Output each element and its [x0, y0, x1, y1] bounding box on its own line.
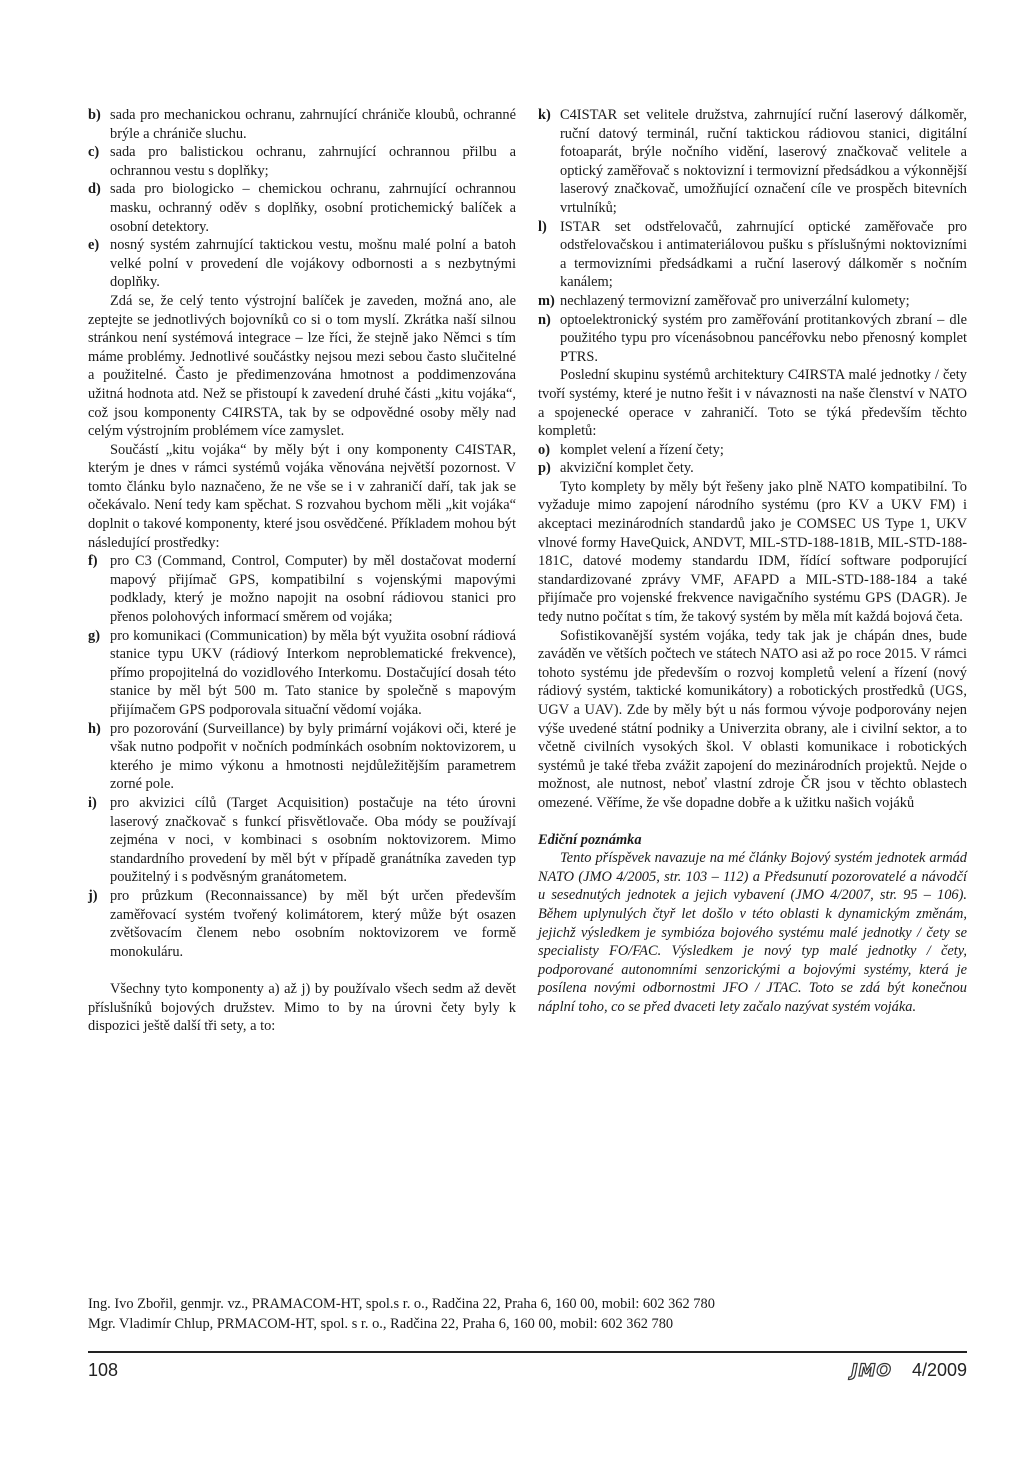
list-item: g) pro komunikaci (Communication) by měla být využita osobní rádiová stanice typu UKV (rádiový Interkom neproblematické frekvence), přímo propojitelná do vozidlového Interkomu. Dostačující dosah této stanice by měl být 500 m. Tato stanice by společně s mapovým přijímačem GPS podporovala situační vědomí vojáka. — [88, 627, 516, 718]
left-column — [88, 106, 516, 1036]
list-item: o) komplet velení a řízení čety; — [538, 441, 724, 458]
list-item: d) sada pro biologicko – chemickou ochranu, zahrnující ochrannou masku, ochranný oděv s doplňky, osobní protichemický balíček a osobní detektory. — [88, 181, 516, 235]
list-item: f) pro C3 (Command, Control, Computer) by měl dostačovat moderní mapový přijímač GPS, kompatibilní s vojenskými mapovými podklady, který je možno napojit na osobní rádiovou stanici pro přenos polohových informací směrem od vojáka; — [88, 553, 516, 626]
paragraph: Sofistikovanější systém vojáka, tedy tak jak je chápán dnes, bude zaváděn ve větších počtech ve státech NATO asi až po roce 2015. V rámci tohoto systému jde především o rozvoj kompletů velení a řízení (nový rádiový systém, taktické komunikátory) a robotických prostředků (UGS, UGV a UAV). Zde by měly být u nás formou vývoje podporovány nejen výše uvedené státní podniky a Univerzita obrany, ale i civilní sektor, a to včetně civilních vysokých škol. V oblasti komunikace i robotických systémů je také třeba zvážit zapojení do mezinárodních projektů. Nejde o možnost, ale nutnost, neboť vlastní zdroje ČR jsou v těchto oblastech omezené. Věříme, že vše dopadne dobře a k užitku našich vojáků — [538, 627, 967, 811]
paragraph: Tyto komplety by měly být řešeny jako plně NATO kompatibilní. To vyžaduje mimo zapojení národního systému (pro KV a UKV FM) i akceptaci mezinárodních standardů jako je COMSEC US Type 1, UKV vlnové formy HaveQuick, ANDVT, MIL-STD-188-181B, MIL-STD-188-181C, datové modemy standardu IDM, řídící software podporující standardizované zprávy VMF, AFAPD a MIL-STD-188-184 a také přijímače pro vojenské frekvence navigačního systému GPS (DAGR). Je tedy nutno počítat s tím, že takový systém by měla mít každá bojová četa. — [538, 478, 967, 626]
list-item: m) nechlazený termovizní zaměřovač pro univerzální kulomety; — [538, 292, 910, 309]
paragraph: Všechny tyto komponenty a) až j) by používalo všech sedm až devět příslušníků bojových družstev. Mimo to by na úrovni čety byly k dispozici ještě další tři sety, a to: — [88, 980, 516, 1035]
page-footer — [88, 1360, 967, 1390]
list-f-j — [88, 552, 516, 961]
jmo-logo: JMO — [851, 1360, 892, 1381]
editorial-note-text: Tento příspěvek navazuje na mé články Bojový systém jednotek armád NATO (JMO 4/2005, str. 103 – 112) a Předsunutí pozorovatelé a návodčí u sesednutých jednotek a jejich vybavení (JMO 4/2007, str. 95 – 106). Během uplynulých čtyř let došlo v této oblasti k dynamickým změnám, jejichž výsledkem je symbióza bojového systému malé jednotky / čety se specialisty FO/FAC. Výsledkem je nový typ malé jednotky / čety, podporované autonomními senzorickými a bojovými systémy, která je posílena novými odbornostmi JFO / JTAC. Toto se zdá být konečnou náplní toho, co se před dvaceti lety začalo nazývat systém vojáka. — [538, 850, 967, 1015]
list-b-e — [88, 106, 516, 292]
list-item: c) sada pro balistickou ochranu, zahrnující ochrannou přilbu a ochrannou vestu s doplňky; — [88, 144, 516, 179]
page-number: 108 — [88, 1360, 119, 1380]
list-item: e) nosný systém zahrnující taktickou vestu, mošnu malé polní a batoh velké polní v provedení dle vojákovy odbornosti a s nezbytnými doplňky. — [88, 237, 516, 291]
issue-number: 4/2009 — [911, 1360, 967, 1380]
paragraph: Součástí „kitu vojáka“ by měly být i ony komponenty C4ISTAR, kterým je dnes v rámci systémů vojáka věnována největší pozornost. V tomto článku bylo naznačeno, že ne vše se i v zahraničí daří, tak jak se očekávalo. Není tedy kam spěchat. S rozvahou bychom měli „kit vojáka“ doplnit o takové komponenty, které jsou osvědčené. Příkladem mohou být následující prostředky: — [88, 441, 516, 551]
editorial-note-heading: Ediční poznámka — [538, 831, 642, 848]
list-item: j) pro průzkum (Reconnaissance) by měl být určen především zaměřovací systém tvořený kolimátorem, který může být osazen zvětšovacím členem nebo osobním noktovizorem ve formě monokuláru. — [88, 887, 516, 960]
author-info — [88, 1294, 715, 1334]
paragraph: Zdá se, že celý tento výstrojní balíček je zaveden, možná ano, ale zeptejte se jednotlivých bojovníků co si o tom myslí. Zkrátka naší silnou stránkou není systémová integrace – lze říci, že stejně jako Němci s tím máme problémy. Jednotlivé součástky nejsou mezi sebou často slučitelné a použitelné. Často je předimenzována hmotnost a poddimenzována užitná hodnota atd. Než se přistoupí k zavedení druhé části „kitu vojáka“, což jsou komponenty C4IRSTA, tak by se odpovědné osoby měly nad celým výstrojním problémem více zamyslet. — [88, 292, 516, 440]
list-o-p — [538, 441, 967, 478]
right-column — [538, 106, 967, 1017]
footer-right — [851, 1360, 967, 1381]
list-item: n) optoelektronický systém pro zaměřování protitankových zbraní – dle použitého typu pro vícenásobnou pancéřovku nebo přenosný komplet PTRS. — [538, 311, 967, 365]
author-line: Mgr. Vladimír Chlup, PRMACOM-HT, spol. s r. o., Radčina 22, Praha 6, 160 00, mobil: 602 362 780 — [88, 1316, 674, 1332]
list-item: b) sada pro mechanickou ochranu, zahrnující chrániče kloubů, ochranné brýle a chrániče sluchu. — [88, 107, 516, 142]
list-item: p) akviziční komplet čety. — [538, 460, 694, 477]
list-k-n — [538, 106, 967, 366]
list-item: l) ISTAR set odstřelovačů, zahrnující optické zaměřovače pro odstřelovačskou i antimateriálovou pušku s příslušnými noktovizními a termovizními předsádkami a ruční laserový dálkoměr s nočním kanálem; — [538, 218, 967, 291]
author-line: Ing. Ivo Zbořil, genmjr. vz., PRAMACOM-HT, spol.s r. o., Radčina 22, Praha 6, 160 00, mobil: 602 362 780 — [88, 1296, 715, 1312]
footer-divider — [88, 1351, 967, 1353]
paragraph: Poslední skupinu systémů architektury C4IRSTA malé jednotky / čety tvoří systémy, které je nutno řešit i v návaznosti na naše členství v NATO a spojenecké operace v zahraničí. Toto se týká především těchto kompletů: — [538, 367, 967, 440]
list-item: i) pro akvizici cílů (Target Acquisition) postačuje na této úrovni laserový značkovač s funkcí přisvětlovače. Oba módy se používají zejména v noci, v kombinaci s osobním noktovizorem. Mimo standardního provedení by měl být v případě granátníka zaveden typ použitelný i s podvěsným granátometem. — [88, 794, 516, 886]
list-item: k) C4ISTAR set velitele družstva, zahrnující ruční laserový dálkoměr, ruční datový terminál, ruční taktickou rádiovou stanici, digitální fotoaparát, brýle nočního vidění, laserový značkovač velitele a optický zaměřovač s noktovizní i termovizní předsádkou a výkonnější laserový značkovač, umožňující označení cíle ve prospěch bitevních vrtulníků; — [538, 107, 967, 216]
list-item: h) pro pozorování (Surveillance) by byly primární vojákovi oči, které je však nutno podpořit v nočních podmínkách osobním noktovizorem, u kterého je mimo výkonu a hmotnosti nejdůležitějším parametrem zorné pole. — [88, 720, 516, 793]
